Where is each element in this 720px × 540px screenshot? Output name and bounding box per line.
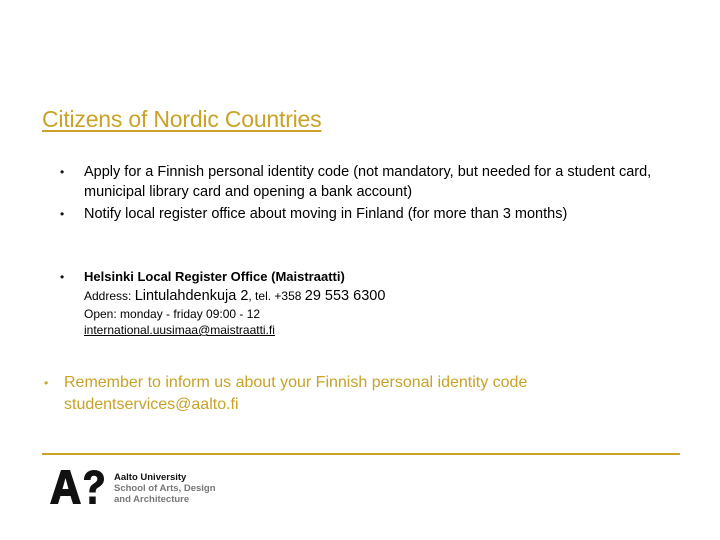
office-email-link[interactable]: international.uusimaa@maistraatti.fi — [84, 323, 275, 337]
tel-number: 29 553 6300 — [304, 288, 386, 304]
address-label: Address: — [84, 289, 135, 303]
logo-line: Aalto University — [114, 472, 187, 483]
address-street: Lintulahdenkuja 2 — [134, 288, 249, 304]
bullet-icon: • — [60, 207, 65, 221]
bullet-icon: • — [60, 165, 65, 179]
slide-title: Citizens of Nordic Countries — [42, 106, 322, 132]
list-item: Apply for a Finnish personal identity code (not mandatory, but needed for a student card, municipal library card and opening a bank account) — [84, 164, 652, 200]
reminder-email-link[interactable]: studentservices@aalto.fi — [64, 396, 239, 413]
tel-label: , tel. +358 — [248, 289, 305, 303]
reminder-line: Remember to inform us about your Finnish personal identity code — [64, 374, 528, 391]
list-item: Notify local register office about moving in Finland (for more than 3 months) — [84, 206, 568, 222]
bullet-icon: • — [60, 270, 65, 284]
logo-wordmark — [114, 472, 216, 505]
office-name: Helsinki Local Register Office (Maistraatti) — [84, 269, 345, 284]
reminder-text — [64, 372, 527, 416]
bullet-icon: • — [44, 376, 49, 390]
office-hours: Open: monday - friday 09:00 - 12 — [84, 307, 261, 321]
logo-line: School of Arts, Design — [114, 483, 216, 494]
logo-line: and Architecture — [114, 494, 190, 505]
footer-divider — [42, 453, 680, 455]
aalto-logo-icon — [50, 469, 106, 505]
office-address — [84, 286, 385, 306]
